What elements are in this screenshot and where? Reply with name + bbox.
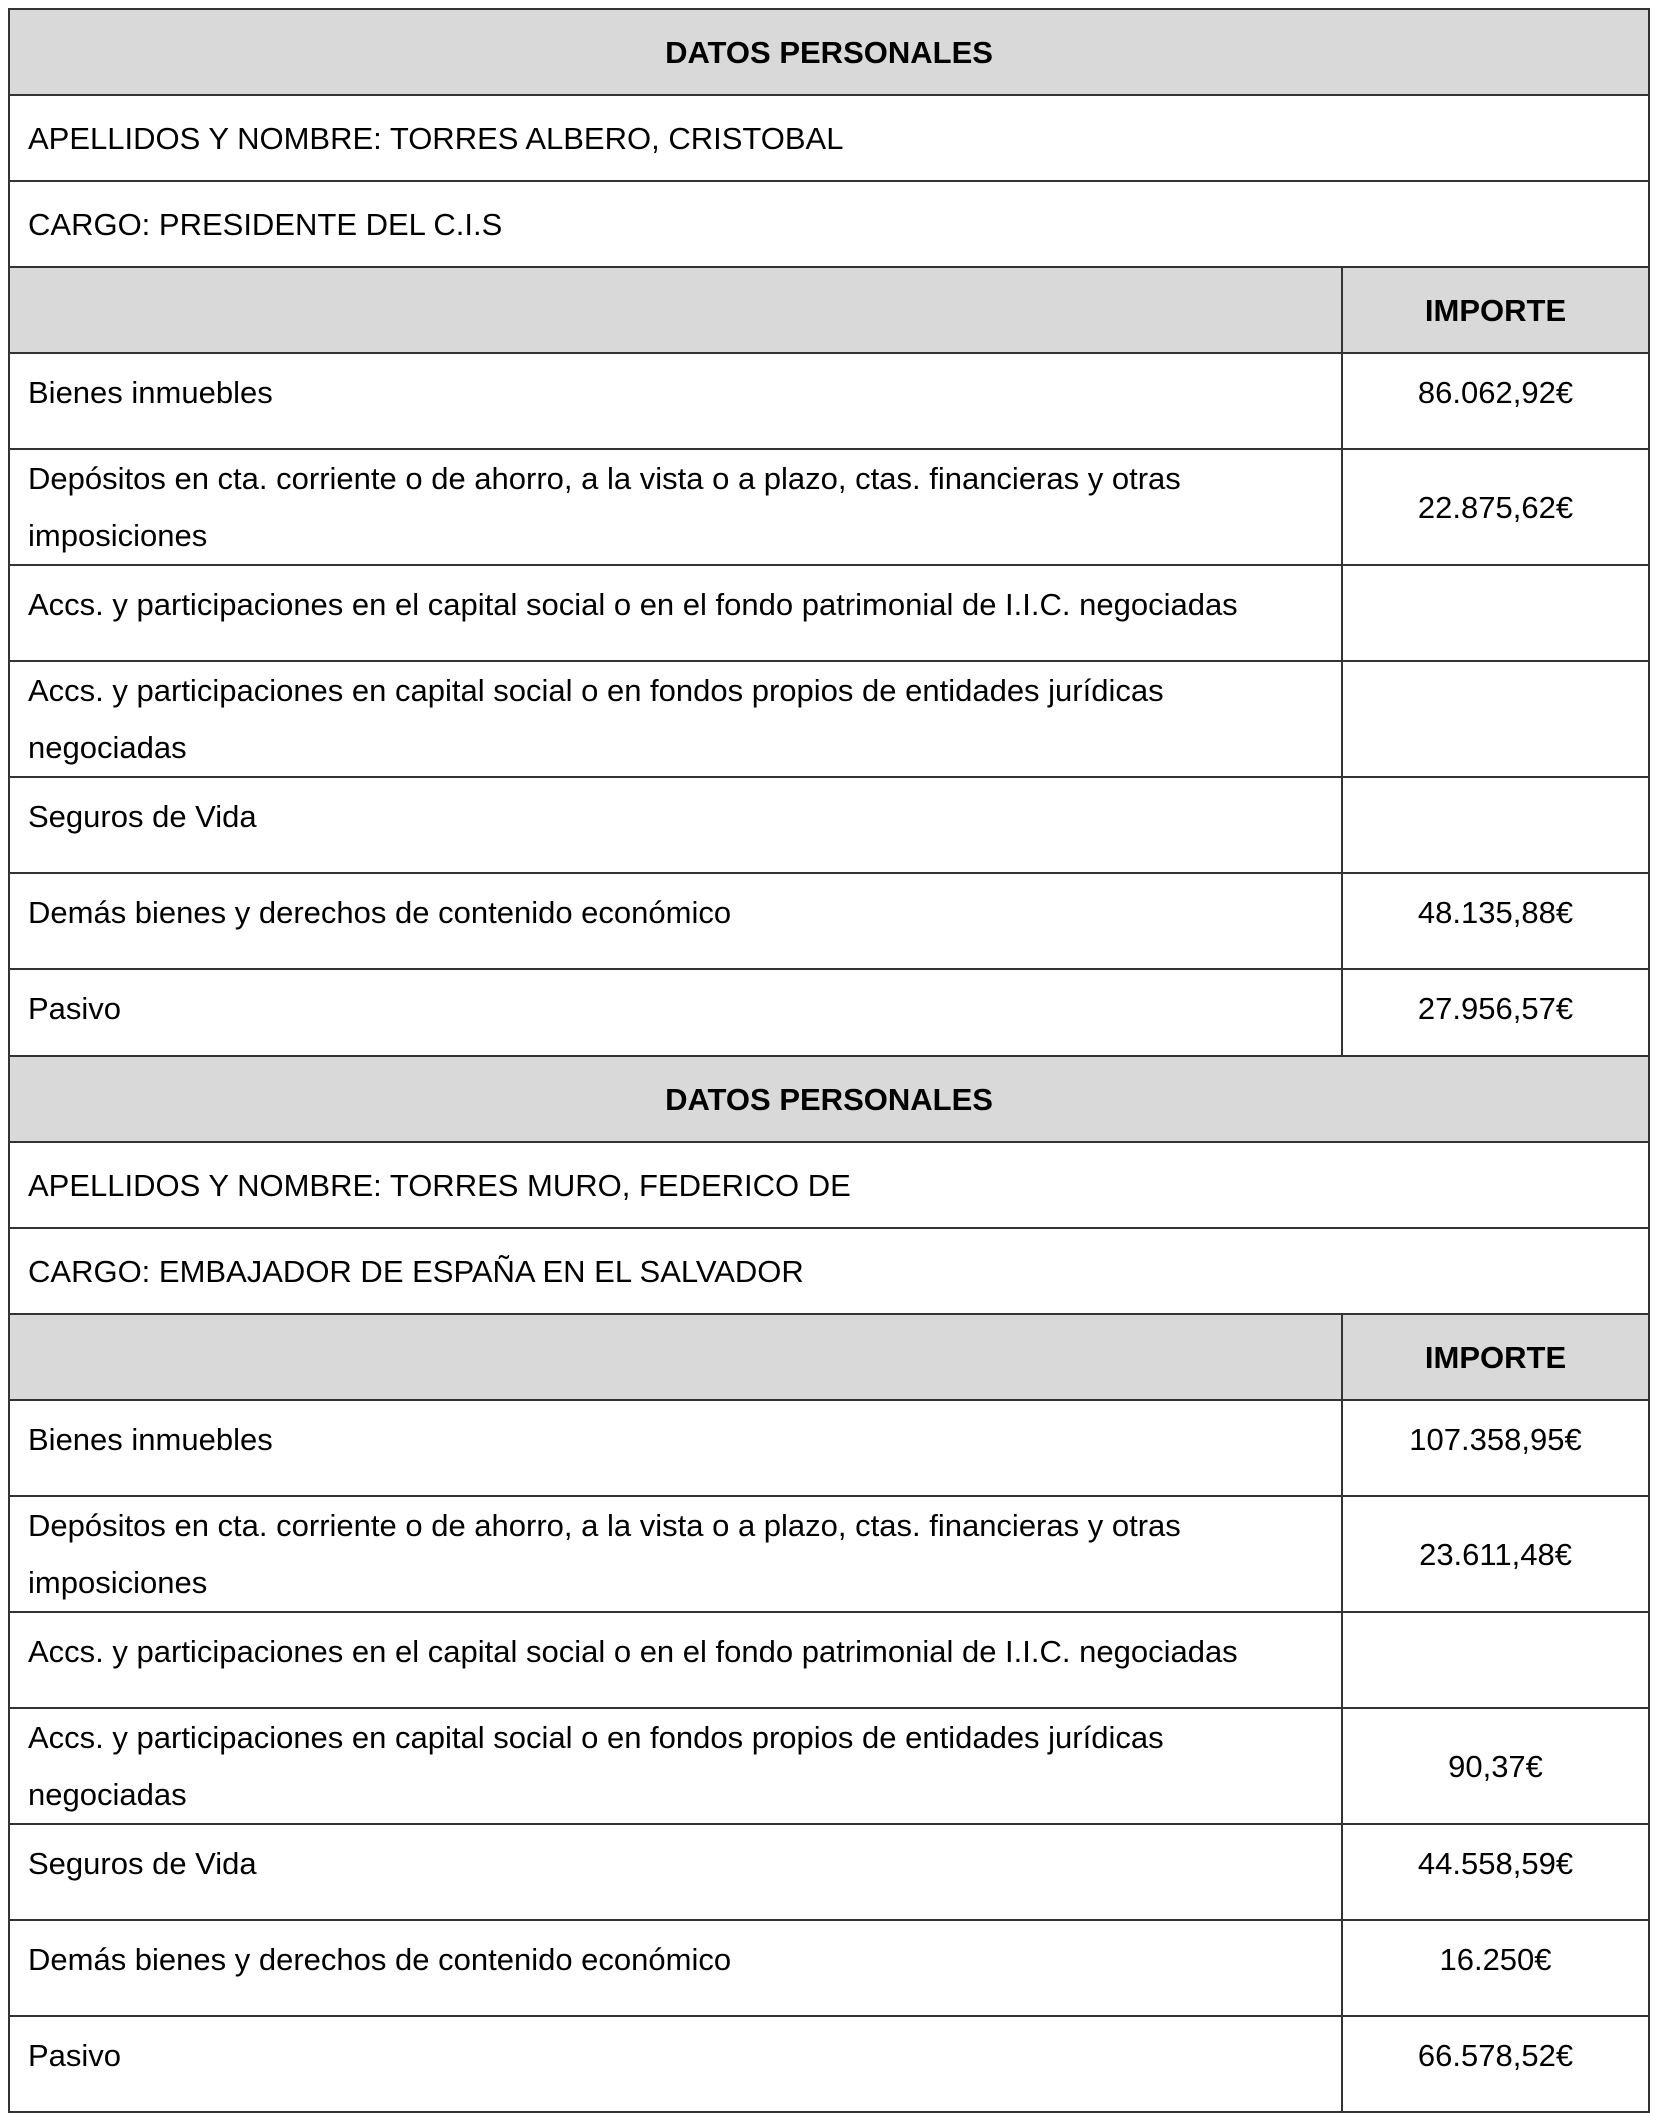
- concept-cell: Accs. y participaciones en capital social o en fondos propios de entidades jurídicas negociadas: [9, 661, 1342, 777]
- section-title: DATOS PERSONALES: [9, 1056, 1649, 1142]
- table-title-row: [9, 9, 1649, 95]
- table-row: [9, 353, 1649, 449]
- section-title: DATOS PERSONALES: [9, 9, 1649, 95]
- asset-declaration-table: [8, 8, 1650, 1066]
- full-name: APELLIDOS Y NOMBRE: TORRES MURO, FEDERICO DE: [9, 1142, 1649, 1228]
- amount-cell: 23.611,48€: [1342, 1496, 1649, 1612]
- concept-cell: Bienes inmuebles: [9, 1400, 1342, 1496]
- table-row: [9, 1400, 1649, 1496]
- amount-cell: 22.875,62€: [1342, 449, 1649, 565]
- table-row: [9, 449, 1649, 565]
- position-row: [9, 1228, 1649, 1314]
- concept-cell: Depósitos en cta. corriente o de ahorro, a la vista o a plazo, ctas. financieras y otras imposiciones: [9, 449, 1342, 565]
- table-row: [9, 2016, 1649, 2112]
- table-title-row: [9, 1056, 1649, 1142]
- amount-cell: 48.135,88€: [1342, 873, 1649, 969]
- concept-cell: Pasivo: [9, 969, 1342, 1065]
- concept-cell: Seguros de Vida: [9, 777, 1342, 873]
- amount-cell: 86.062,92€: [1342, 353, 1649, 449]
- amount-cell: [1342, 1612, 1649, 1708]
- table-row: [9, 1824, 1649, 1920]
- amount-cell: 44.558,59€: [1342, 1824, 1649, 1920]
- table-row: [9, 661, 1649, 777]
- amount-cell: [1342, 661, 1649, 777]
- table-row: [9, 777, 1649, 873]
- table-row: [9, 969, 1649, 1065]
- amount-cell: 90,37€: [1342, 1708, 1649, 1824]
- amount-column-header: IMPORTE: [1342, 267, 1649, 353]
- concept-cell: Demás bienes y derechos de contenido económico: [9, 873, 1342, 969]
- name-row: [9, 1142, 1649, 1228]
- amount-cell: 16.250€: [1342, 1920, 1649, 2016]
- table-row: [9, 1708, 1649, 1824]
- amount-cell: 107.358,95€: [1342, 1400, 1649, 1496]
- amount-cell: [1342, 777, 1649, 873]
- concept-cell: Pasivo: [9, 2016, 1342, 2112]
- amount-column-header: IMPORTE: [1342, 1314, 1649, 1400]
- asset-declaration-table: [8, 1055, 1650, 2113]
- column-header-row: [9, 1314, 1649, 1400]
- table-row: [9, 873, 1649, 969]
- table-row: [9, 1920, 1649, 2016]
- concept-column-header: [9, 267, 1342, 353]
- position-title: CARGO: EMBAJADOR DE ESPAÑA EN EL SALVADOR: [9, 1228, 1649, 1314]
- table-row: [9, 1496, 1649, 1612]
- name-row: [9, 95, 1649, 181]
- amount-cell: 27.956,57€: [1342, 969, 1649, 1065]
- concept-cell: Seguros de Vida: [9, 1824, 1342, 1920]
- concept-cell: Demás bienes y derechos de contenido económico: [9, 1920, 1342, 2016]
- column-header-row: [9, 267, 1649, 353]
- position-row: [9, 181, 1649, 267]
- concept-cell: Bienes inmuebles: [9, 353, 1342, 449]
- position-title: CARGO: PRESIDENTE DEL C.I.S: [9, 181, 1649, 267]
- amount-cell: [1342, 565, 1649, 661]
- amount-cell: 66.578,52€: [1342, 2016, 1649, 2112]
- concept-cell: Accs. y participaciones en capital social o en fondos propios de entidades jurídicas negociadas: [9, 1708, 1342, 1824]
- table-row: [9, 565, 1649, 661]
- table-row: [9, 1612, 1649, 1708]
- concept-cell: Accs. y participaciones en el capital social o en el fondo patrimonial de I.I.C. negociadas: [9, 1612, 1342, 1708]
- full-name: APELLIDOS Y NOMBRE: TORRES ALBERO, CRISTOBAL: [9, 95, 1649, 181]
- concept-cell: Depósitos en cta. corriente o de ahorro, a la vista o a plazo, ctas. financieras y otras imposiciones: [9, 1496, 1342, 1612]
- concept-column-header: [9, 1314, 1342, 1400]
- concept-cell: Accs. y participaciones en el capital social o en el fondo patrimonial de I.I.C. negociadas: [9, 565, 1342, 661]
